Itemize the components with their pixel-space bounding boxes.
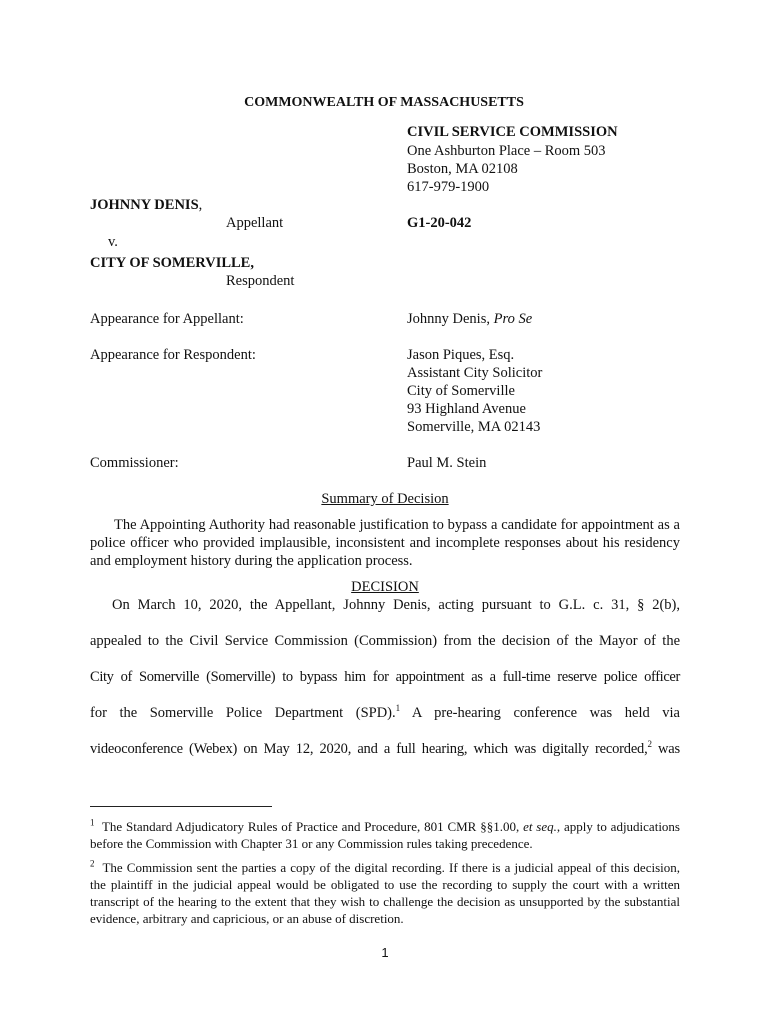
footnote-1-mark: 1	[90, 817, 95, 828]
commissioner-name: Paul M. Stein	[407, 455, 487, 471]
address-line1: One Ashburton Place – Room 503	[407, 143, 606, 159]
counsel-line: 93 Highland Avenue	[407, 401, 526, 417]
footnote-divider	[90, 806, 272, 807]
respondent-name: CITY OF SOMERVILLE,	[90, 255, 254, 271]
counsel-line: City of Somerville	[407, 383, 515, 399]
decision-line-3-text: City of Somerville (Somerville) to bypass him for appointment as a full-time reserve police officer	[90, 669, 680, 685]
footnote-1-text-b: , apply to adjudications before the Commission with Chapter 31 or any Commission rules taking precedence.	[90, 819, 680, 851]
commissioner-label: Commissioner:	[90, 455, 179, 471]
decision-line-5	[90, 741, 680, 758]
footnote-ref-1[interactable]: 1	[395, 703, 401, 714]
appellant-appearance-label: Appearance for Appellant:	[90, 311, 244, 327]
footnote-1-italic: et seq.	[523, 819, 557, 834]
commonwealth-heading	[0, 94, 770, 112]
agency-phone: 617-979-1900	[407, 179, 490, 195]
footnote-2-mark: 2	[90, 858, 95, 869]
footnote-2-text: The Commission sent the parties a copy of the digital recording. If there is a judicial appeal of this decision, the plaintiff in the judicial appeal would be obligated to use the recording to supply the court with a written transcript of the hearing to the extent that they wish to challenge the decision as unsupported by the substantial evidence, arbitrary and capricious, or an abuse of discretion.	[90, 860, 681, 926]
decision-line-1	[112, 597, 680, 614]
footnote-1	[90, 818, 680, 852]
footnote-1-text-a: The Standard Adjudicatory Rules of Practice and Procedure, 801 CMR §§1.00,	[101, 819, 524, 834]
appellant-appearance-value	[407, 310, 532, 328]
decision-line-4	[90, 705, 680, 722]
appellant-appearance-name: Johnny Denis,	[407, 311, 494, 327]
commonwealth-text: COMMONWEALTH OF MASSACHUSETTS	[244, 95, 524, 110]
summary-text: The Appointing Authority had reasonable justification to bypass a candidate for appointment as a police officer who provided implausible, inconsistent and incomplete responses about his residency and employment history during the application process.	[90, 517, 680, 569]
counsel-line: Somerville, MA 02143	[407, 419, 541, 435]
decision-heading: DECISION	[351, 579, 419, 595]
appellant-comma: ,	[198, 197, 203, 213]
pro-se: Pro Se	[493, 311, 533, 327]
decision-line-4b: A pre-hearing conference was held via	[400, 705, 680, 721]
decision-line-5b: was	[651, 741, 680, 757]
decision-line-5a: videoconference (Webex) on May 12, 2020, and a full hearing, which was digitally recorded,	[90, 741, 648, 757]
decision-line-1-text: On March 10, 2020, the Appellant, Johnny Denis, acting pursuant to G.L. c. 31, § 2(b),	[112, 597, 680, 613]
address-line2: Boston, MA 02108	[407, 161, 518, 177]
decision-line-2-text: appealed to the Civil Service Commission (Commission) from the decision of the Mayor of the	[90, 633, 680, 649]
appellant-name: JOHNNY DENIS	[90, 197, 199, 213]
docket-number: G1-20-042	[407, 215, 472, 231]
footnote-ref-2[interactable]: 2	[647, 739, 652, 750]
respondent-appearance-label: Appearance for Respondent:	[90, 347, 256, 363]
page-number: 1	[381, 945, 389, 960]
footnote-2	[90, 859, 680, 927]
appellant-role: Appellant	[226, 215, 284, 231]
decision-line-2	[90, 633, 680, 650]
counsel-line: Assistant City Solicitor	[407, 365, 543, 381]
counsel-line: Jason Piques, Esq.	[407, 347, 515, 363]
agency-name: CIVIL SERVICE COMMISSION	[407, 124, 618, 140]
respondent-counsel-block	[407, 346, 542, 436]
summary-heading: Summary of Decision	[321, 491, 449, 507]
versus: v.	[108, 234, 118, 250]
decision-line-3	[90, 669, 680, 686]
appellant-name-line	[90, 196, 202, 214]
respondent-role: Respondent	[226, 273, 295, 289]
decision-line-4a: for the Somerville Police Department (SPD).	[90, 705, 396, 721]
